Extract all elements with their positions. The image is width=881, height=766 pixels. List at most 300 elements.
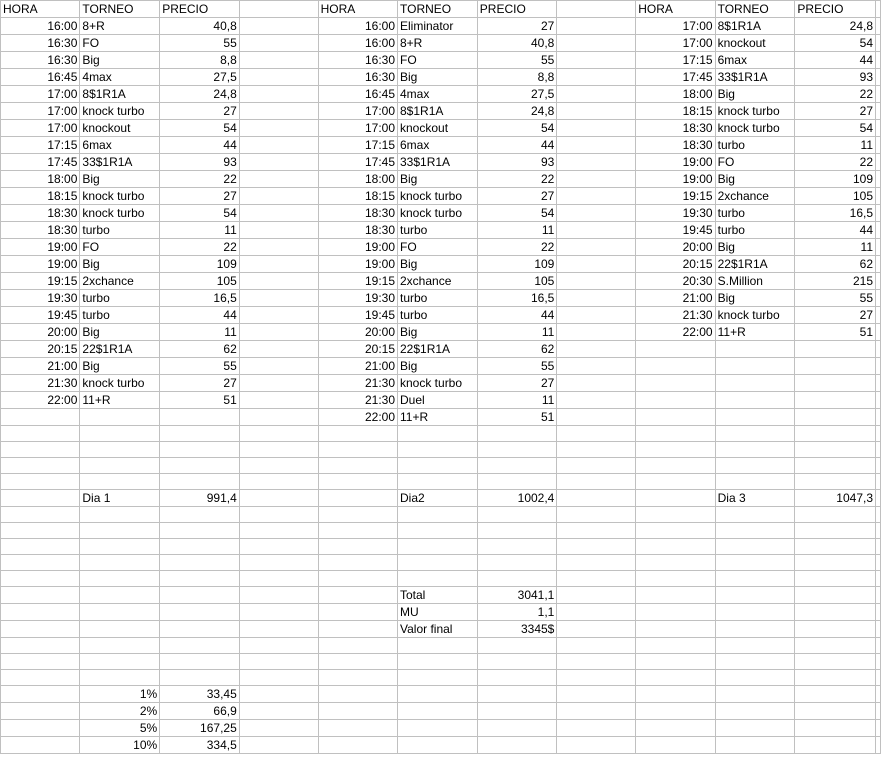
cell[interactable] bbox=[160, 670, 240, 686]
cell[interactable] bbox=[636, 458, 715, 474]
cell[interactable] bbox=[398, 737, 478, 754]
cell[interactable]: knock turbo bbox=[80, 375, 160, 392]
cell[interactable] bbox=[80, 654, 160, 670]
cell[interactable] bbox=[557, 490, 636, 507]
cell[interactable]: 33$1R1A bbox=[715, 69, 795, 86]
cell[interactable] bbox=[557, 120, 636, 137]
cell[interactable]: 16,5 bbox=[477, 290, 557, 307]
cell[interactable]: FO bbox=[80, 35, 160, 52]
cell[interactable] bbox=[636, 670, 715, 686]
cell[interactable] bbox=[318, 539, 397, 555]
cell[interactable] bbox=[239, 720, 318, 737]
cell[interactable]: 20:00 bbox=[636, 239, 715, 256]
cell[interactable] bbox=[876, 307, 881, 324]
cell[interactable] bbox=[715, 621, 795, 638]
cell[interactable] bbox=[557, 621, 636, 638]
cell[interactable] bbox=[636, 654, 715, 670]
cell[interactable]: 44 bbox=[795, 222, 876, 239]
cell[interactable]: 16:30 bbox=[1, 52, 80, 69]
cell[interactable] bbox=[477, 720, 557, 737]
cell[interactable]: 215 bbox=[795, 273, 876, 290]
cell[interactable]: 93 bbox=[795, 69, 876, 86]
cell[interactable] bbox=[239, 375, 318, 392]
cell[interactable]: 18:15 bbox=[636, 103, 715, 120]
cell[interactable]: 22:00 bbox=[1, 392, 80, 409]
cell[interactable] bbox=[160, 604, 240, 621]
cell[interactable]: 16:30 bbox=[318, 69, 397, 86]
cell[interactable]: Big bbox=[80, 171, 160, 188]
cell[interactable]: 22 bbox=[477, 239, 557, 256]
cell[interactable] bbox=[477, 539, 557, 555]
cell[interactable] bbox=[477, 555, 557, 571]
cell[interactable]: knockout bbox=[715, 35, 795, 52]
cell[interactable] bbox=[636, 737, 715, 754]
cell[interactable] bbox=[557, 571, 636, 587]
cell[interactable]: 3345$ bbox=[477, 621, 557, 638]
cell[interactable] bbox=[80, 409, 160, 426]
cell[interactable] bbox=[239, 137, 318, 154]
cell[interactable] bbox=[318, 555, 397, 571]
cell[interactable] bbox=[715, 638, 795, 654]
cell[interactable] bbox=[876, 375, 881, 392]
cell[interactable] bbox=[636, 358, 715, 375]
cell[interactable] bbox=[477, 571, 557, 587]
cell[interactable] bbox=[557, 392, 636, 409]
cell[interactable] bbox=[876, 703, 881, 720]
cell[interactable] bbox=[557, 18, 636, 35]
cell[interactable] bbox=[876, 638, 881, 654]
cell[interactable] bbox=[477, 686, 557, 703]
cell[interactable]: 19:00 bbox=[318, 239, 397, 256]
cell[interactable]: 62 bbox=[477, 341, 557, 358]
cell[interactable] bbox=[636, 539, 715, 555]
cell[interactable] bbox=[876, 290, 881, 307]
cell[interactable] bbox=[1, 539, 80, 555]
cell[interactable]: 19:15 bbox=[1, 273, 80, 290]
cell[interactable] bbox=[239, 341, 318, 358]
cell[interactable] bbox=[557, 604, 636, 621]
cell[interactable] bbox=[795, 621, 876, 638]
cell[interactable] bbox=[398, 703, 478, 720]
cell[interactable] bbox=[715, 426, 795, 442]
cell[interactable]: 8,8 bbox=[477, 69, 557, 86]
cell[interactable] bbox=[239, 324, 318, 341]
cell[interactable] bbox=[1, 604, 80, 621]
cell[interactable] bbox=[398, 555, 478, 571]
cell[interactable] bbox=[239, 358, 318, 375]
cell[interactable] bbox=[398, 720, 478, 737]
cell[interactable]: 17:15 bbox=[636, 52, 715, 69]
cell[interactable]: turbo bbox=[715, 205, 795, 222]
cell[interactable] bbox=[557, 654, 636, 670]
cell[interactable] bbox=[239, 188, 318, 205]
cell[interactable]: 18:30 bbox=[318, 222, 397, 239]
cell[interactable] bbox=[477, 670, 557, 686]
cell[interactable] bbox=[636, 555, 715, 571]
cell[interactable] bbox=[1, 571, 80, 587]
cell[interactable] bbox=[1, 490, 80, 507]
cell[interactable] bbox=[876, 273, 881, 290]
cell[interactable] bbox=[1, 507, 80, 523]
cell[interactable]: 17:45 bbox=[1, 154, 80, 171]
cell[interactable] bbox=[636, 490, 715, 507]
cell[interactable]: 24,8 bbox=[160, 86, 240, 103]
cell[interactable]: 21:30 bbox=[318, 392, 397, 409]
cell[interactable] bbox=[239, 256, 318, 273]
cell[interactable] bbox=[239, 621, 318, 638]
cell[interactable] bbox=[239, 654, 318, 670]
cell[interactable]: knock turbo bbox=[80, 205, 160, 222]
cell[interactable]: 51 bbox=[795, 324, 876, 341]
cell[interactable]: 2xchance bbox=[80, 273, 160, 290]
cell[interactable] bbox=[239, 120, 318, 137]
cell[interactable]: 18:00 bbox=[636, 86, 715, 103]
cell[interactable] bbox=[477, 654, 557, 670]
cell[interactable] bbox=[477, 507, 557, 523]
cell[interactable]: 22 bbox=[160, 239, 240, 256]
cell[interactable] bbox=[795, 654, 876, 670]
cell[interactable]: HORA bbox=[1, 1, 80, 18]
cell[interactable] bbox=[80, 638, 160, 654]
cell[interactable]: 19:00 bbox=[1, 256, 80, 273]
cell[interactable] bbox=[876, 52, 881, 69]
cell[interactable]: 55 bbox=[795, 290, 876, 307]
cell[interactable] bbox=[876, 571, 881, 587]
cell[interactable] bbox=[557, 686, 636, 703]
cell[interactable]: 18:00 bbox=[318, 171, 397, 188]
cell[interactable]: 16:45 bbox=[1, 69, 80, 86]
cell[interactable] bbox=[795, 539, 876, 555]
cell[interactable]: PRECIO bbox=[160, 1, 240, 18]
cell[interactable]: knock turbo bbox=[715, 120, 795, 137]
cell[interactable]: 1002,4 bbox=[477, 490, 557, 507]
cell[interactable] bbox=[239, 555, 318, 571]
cell[interactable]: 18:30 bbox=[636, 137, 715, 154]
cell[interactable]: PRECIO bbox=[477, 1, 557, 18]
cell[interactable] bbox=[795, 507, 876, 523]
cell[interactable]: Big bbox=[398, 256, 478, 273]
cell[interactable]: 22:00 bbox=[318, 409, 397, 426]
cell[interactable] bbox=[477, 703, 557, 720]
cell[interactable] bbox=[557, 1, 636, 18]
cell[interactable]: 105 bbox=[795, 188, 876, 205]
cell[interactable] bbox=[876, 341, 881, 358]
cell[interactable] bbox=[318, 474, 397, 490]
cell[interactable]: 27 bbox=[160, 188, 240, 205]
cell[interactable] bbox=[239, 86, 318, 103]
cell[interactable] bbox=[239, 171, 318, 188]
cell[interactable] bbox=[557, 154, 636, 171]
cell[interactable] bbox=[715, 375, 795, 392]
cell[interactable] bbox=[557, 474, 636, 490]
cell[interactable]: 66,9 bbox=[160, 703, 240, 720]
cell[interactable] bbox=[80, 426, 160, 442]
cell[interactable] bbox=[557, 507, 636, 523]
cell[interactable] bbox=[160, 587, 240, 604]
cell[interactable] bbox=[715, 442, 795, 458]
cell[interactable] bbox=[557, 720, 636, 737]
cell[interactable]: turbo bbox=[80, 290, 160, 307]
cell[interactable]: knock turbo bbox=[715, 103, 795, 120]
cell[interactable]: PRECIO bbox=[795, 1, 876, 18]
cell[interactable]: 11 bbox=[477, 222, 557, 239]
cell[interactable] bbox=[795, 523, 876, 539]
cell[interactable] bbox=[715, 720, 795, 737]
cell[interactable] bbox=[398, 670, 478, 686]
cell[interactable] bbox=[876, 324, 881, 341]
cell[interactable] bbox=[795, 392, 876, 409]
cell[interactable] bbox=[239, 154, 318, 171]
cell[interactable] bbox=[239, 290, 318, 307]
cell[interactable]: FO bbox=[715, 154, 795, 171]
cell[interactable] bbox=[557, 555, 636, 571]
cell[interactable] bbox=[636, 587, 715, 604]
cell[interactable] bbox=[160, 539, 240, 555]
cell[interactable]: 21:00 bbox=[1, 358, 80, 375]
cell[interactable] bbox=[1, 720, 80, 737]
cell[interactable] bbox=[795, 604, 876, 621]
cell[interactable] bbox=[636, 426, 715, 442]
cell[interactable] bbox=[318, 523, 397, 539]
cell[interactable]: 17:00 bbox=[1, 103, 80, 120]
cell[interactable] bbox=[557, 222, 636, 239]
cell[interactable] bbox=[795, 720, 876, 737]
cell[interactable] bbox=[636, 720, 715, 737]
cell[interactable]: 22:00 bbox=[636, 324, 715, 341]
cell[interactable] bbox=[318, 654, 397, 670]
cell[interactable] bbox=[318, 507, 397, 523]
cell[interactable]: 11 bbox=[477, 392, 557, 409]
cell[interactable] bbox=[398, 474, 478, 490]
cell[interactable]: 19:30 bbox=[636, 205, 715, 222]
cell[interactable] bbox=[318, 587, 397, 604]
cell[interactable] bbox=[715, 604, 795, 621]
cell[interactable] bbox=[636, 341, 715, 358]
cell[interactable]: 17:00 bbox=[318, 103, 397, 120]
cell[interactable]: 27 bbox=[160, 375, 240, 392]
cell[interactable]: 8$1R1A bbox=[80, 86, 160, 103]
cell[interactable] bbox=[160, 621, 240, 638]
cell[interactable] bbox=[876, 686, 881, 703]
cell[interactable]: Big bbox=[80, 256, 160, 273]
cell[interactable]: 22$1R1A bbox=[715, 256, 795, 273]
cell[interactable]: 3041,1 bbox=[477, 587, 557, 604]
cell[interactable] bbox=[398, 442, 478, 458]
cell[interactable] bbox=[239, 587, 318, 604]
cell[interactable] bbox=[80, 539, 160, 555]
cell[interactable] bbox=[239, 638, 318, 654]
cell[interactable]: 18:30 bbox=[318, 205, 397, 222]
cell[interactable]: 27 bbox=[477, 375, 557, 392]
cell[interactable] bbox=[160, 654, 240, 670]
cell[interactable] bbox=[876, 1, 881, 18]
cell[interactable] bbox=[80, 621, 160, 638]
cell[interactable]: Dia 1 bbox=[80, 490, 160, 507]
cell[interactable]: turbo bbox=[398, 222, 478, 239]
cell[interactable] bbox=[715, 341, 795, 358]
cell[interactable]: TORNEO bbox=[715, 1, 795, 18]
cell[interactable] bbox=[239, 523, 318, 539]
cell[interactable] bbox=[477, 426, 557, 442]
cell[interactable] bbox=[160, 571, 240, 587]
cell[interactable]: 33$1R1A bbox=[80, 154, 160, 171]
cell[interactable]: turbo bbox=[80, 222, 160, 239]
cell[interactable] bbox=[715, 737, 795, 754]
cell[interactable] bbox=[557, 188, 636, 205]
cell[interactable] bbox=[795, 426, 876, 442]
cell[interactable] bbox=[398, 523, 478, 539]
cell[interactable] bbox=[876, 507, 881, 523]
cell[interactable] bbox=[318, 604, 397, 621]
cell[interactable]: 22 bbox=[795, 154, 876, 171]
cell[interactable] bbox=[876, 256, 881, 273]
cell[interactable] bbox=[160, 426, 240, 442]
cell[interactable]: 11+R bbox=[80, 392, 160, 409]
cell[interactable]: 334,5 bbox=[160, 737, 240, 754]
cell[interactable] bbox=[795, 638, 876, 654]
cell[interactable]: 93 bbox=[477, 154, 557, 171]
cell[interactable] bbox=[557, 737, 636, 754]
cell[interactable]: 20:15 bbox=[636, 256, 715, 273]
cell[interactable] bbox=[557, 358, 636, 375]
cell[interactable]: 2% bbox=[80, 703, 160, 720]
cell[interactable] bbox=[557, 273, 636, 290]
cell[interactable] bbox=[160, 523, 240, 539]
cell[interactable]: 16:30 bbox=[318, 52, 397, 69]
cell[interactable] bbox=[160, 638, 240, 654]
cell[interactable]: 22$1R1A bbox=[80, 341, 160, 358]
cell[interactable]: Big bbox=[80, 358, 160, 375]
cell[interactable] bbox=[477, 442, 557, 458]
cell[interactable]: 6max bbox=[80, 137, 160, 154]
cell[interactable] bbox=[557, 307, 636, 324]
cell[interactable] bbox=[557, 171, 636, 188]
cell[interactable] bbox=[160, 507, 240, 523]
cell[interactable] bbox=[715, 670, 795, 686]
cell[interactable]: Big bbox=[715, 171, 795, 188]
cell[interactable] bbox=[795, 737, 876, 754]
cell[interactable]: 10% bbox=[80, 737, 160, 754]
cell[interactable] bbox=[557, 587, 636, 604]
cell[interactable] bbox=[795, 587, 876, 604]
cell[interactable]: 19:45 bbox=[318, 307, 397, 324]
cell[interactable] bbox=[239, 18, 318, 35]
cell[interactable]: 44 bbox=[160, 137, 240, 154]
cell[interactable]: 19:45 bbox=[636, 222, 715, 239]
cell[interactable] bbox=[636, 604, 715, 621]
cell[interactable] bbox=[239, 409, 318, 426]
cell[interactable]: 54 bbox=[795, 35, 876, 52]
cell[interactable] bbox=[795, 555, 876, 571]
cell[interactable]: knockout bbox=[80, 120, 160, 137]
cell[interactable] bbox=[239, 507, 318, 523]
cell[interactable] bbox=[80, 587, 160, 604]
cell[interactable]: 11 bbox=[795, 239, 876, 256]
cell[interactable] bbox=[715, 571, 795, 587]
cell[interactable]: 44 bbox=[795, 52, 876, 69]
cell[interactable]: 17:45 bbox=[636, 69, 715, 86]
cell[interactable]: 16:00 bbox=[318, 35, 397, 52]
cell[interactable] bbox=[636, 507, 715, 523]
cell[interactable]: 1% bbox=[80, 686, 160, 703]
cell[interactable] bbox=[398, 686, 478, 703]
cell[interactable] bbox=[557, 86, 636, 103]
cell[interactable] bbox=[239, 103, 318, 120]
cell[interactable] bbox=[636, 621, 715, 638]
cell[interactable] bbox=[876, 239, 881, 256]
cell[interactable]: 22$1R1A bbox=[398, 341, 478, 358]
cell[interactable] bbox=[318, 737, 397, 754]
cell[interactable]: 27,5 bbox=[477, 86, 557, 103]
cell[interactable]: 109 bbox=[795, 171, 876, 188]
cell[interactable]: 62 bbox=[160, 341, 240, 358]
cell[interactable]: knockout bbox=[398, 120, 478, 137]
cell[interactable]: 105 bbox=[477, 273, 557, 290]
cell[interactable] bbox=[1, 442, 80, 458]
cell[interactable] bbox=[795, 375, 876, 392]
cell[interactable]: 21:00 bbox=[318, 358, 397, 375]
cell[interactable] bbox=[557, 35, 636, 52]
cell[interactable] bbox=[557, 324, 636, 341]
cell[interactable] bbox=[636, 375, 715, 392]
cell[interactable] bbox=[557, 638, 636, 654]
cell[interactable] bbox=[1, 621, 80, 638]
cell[interactable]: TORNEO bbox=[80, 1, 160, 18]
cell[interactable] bbox=[715, 555, 795, 571]
cell[interactable] bbox=[636, 686, 715, 703]
cell[interactable] bbox=[715, 539, 795, 555]
cell[interactable] bbox=[557, 703, 636, 720]
cell[interactable]: 11 bbox=[160, 222, 240, 239]
cell[interactable] bbox=[557, 523, 636, 539]
cell[interactable]: 44 bbox=[160, 307, 240, 324]
cell[interactable] bbox=[1, 474, 80, 490]
cell[interactable]: 991,4 bbox=[160, 490, 240, 507]
cell[interactable] bbox=[160, 555, 240, 571]
cell[interactable] bbox=[795, 686, 876, 703]
cell[interactable]: 27 bbox=[795, 103, 876, 120]
cell[interactable] bbox=[318, 703, 397, 720]
cell[interactable]: 17:45 bbox=[318, 154, 397, 171]
cell[interactable] bbox=[715, 507, 795, 523]
cell[interactable]: 1047,3 bbox=[795, 490, 876, 507]
cell[interactable] bbox=[557, 539, 636, 555]
cell[interactable] bbox=[239, 307, 318, 324]
cell[interactable]: 62 bbox=[795, 256, 876, 273]
cell[interactable]: 6max bbox=[715, 52, 795, 69]
cell[interactable] bbox=[876, 120, 881, 137]
cell[interactable]: 17:00 bbox=[1, 120, 80, 137]
cell[interactable] bbox=[160, 442, 240, 458]
cell[interactable] bbox=[715, 703, 795, 720]
cell[interactable]: HORA bbox=[636, 1, 715, 18]
cell[interactable] bbox=[557, 205, 636, 222]
cell[interactable]: 8+R bbox=[398, 35, 478, 52]
cell[interactable]: 21:30 bbox=[1, 375, 80, 392]
cell[interactable] bbox=[80, 571, 160, 587]
cell[interactable]: 1,1 bbox=[477, 604, 557, 621]
cell[interactable] bbox=[80, 474, 160, 490]
cell[interactable]: 109 bbox=[477, 256, 557, 273]
cell[interactable] bbox=[715, 654, 795, 670]
cell[interactable] bbox=[876, 103, 881, 120]
cell[interactable] bbox=[398, 571, 478, 587]
cell[interactable]: 22 bbox=[160, 171, 240, 188]
cell[interactable] bbox=[80, 555, 160, 571]
cell[interactable]: turbo bbox=[398, 290, 478, 307]
cell[interactable]: 19:00 bbox=[1, 239, 80, 256]
cell[interactable] bbox=[1, 458, 80, 474]
